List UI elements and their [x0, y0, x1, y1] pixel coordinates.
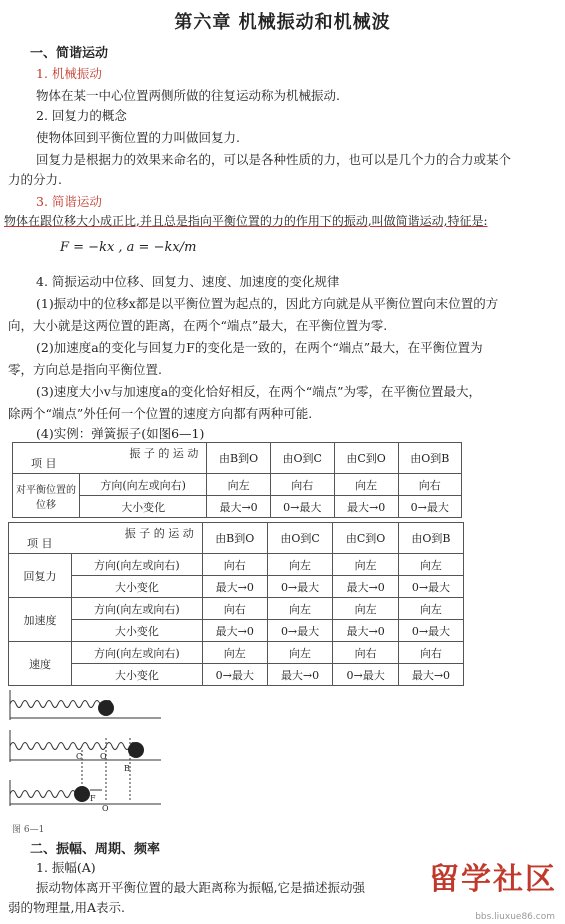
oscillator-ball	[98, 700, 114, 716]
label-f: F	[90, 794, 96, 803]
subheading-1: 1. 机械振动	[36, 66, 102, 81]
paragraph: 回复力是根据力的效果来命名的，可以是各种性质的力，也可以是几个力的合力或某个	[36, 152, 512, 167]
subheading-2: 2. 回复力的概念	[36, 108, 127, 123]
table-cell: 向左	[333, 598, 399, 620]
paragraph: 力的分力.	[8, 172, 62, 187]
table-row-label: 大小变化	[72, 576, 203, 598]
paragraph: 物体在跟位移大小成正比,并且总是指向平衡位置的力的作用下的振动,叫做简谐运动,特征是:	[4, 214, 488, 228]
table-cell: 向右	[270, 474, 334, 496]
table-group-label: 对平衡位置的位移	[13, 474, 80, 518]
table-cell: 0→最大	[267, 576, 333, 598]
table-cell: 向左	[334, 474, 398, 496]
table-cell: 向右	[398, 474, 461, 496]
figure-spring-oscillator	[6, 690, 166, 820]
watermark-url: bbs.liuxue86.com	[475, 912, 555, 922]
table-col-header: 由O到C	[270, 443, 334, 474]
spring-coil	[10, 743, 136, 750]
table-cell: 0→最大	[333, 664, 399, 686]
page-title: 第六章 机械振动和机械波	[174, 12, 391, 33]
table-corner-cell: 振 子 的 运 动 项 目	[9, 523, 203, 554]
table-cell: 向左	[267, 554, 333, 576]
spring-coil	[10, 791, 82, 798]
table-displacement	[12, 442, 462, 518]
paragraph: 使物体回到平衡位置的力叫做回复力.	[36, 130, 240, 145]
table-cell: 最大→0	[267, 664, 333, 686]
table-corner-cell: 振 子 的 运 动 项 目	[13, 443, 207, 474]
figure-caption: 图 6—1	[12, 825, 45, 835]
paragraph: 振动物体离开平衡位置的最大距离称为振幅,它是描述振动强	[36, 880, 365, 895]
table-cell: 向左	[267, 642, 333, 664]
paragraph: 向，大小就是这两位置的距离，在两个“端点”最大，在平衡位置为零.	[8, 318, 388, 333]
table-row-label: 方向(向左或向右)	[72, 642, 203, 664]
label-b: B	[124, 764, 130, 773]
watermark-logo: 留学社区	[429, 862, 557, 897]
paragraph: (2)加速度a的变化与回复力F的变化是一致的，在两个“端点”最大，在平衡位置为	[36, 340, 483, 355]
table-cell: 向左	[267, 598, 333, 620]
subheading: 1. 振幅(A)	[36, 860, 96, 875]
formula: F = −kx , a = −kx/m	[60, 240, 197, 255]
table-cell: 最大→0	[202, 620, 267, 642]
paragraph: (1)振动中的位移x都是以平衡位置为起点的，因此方向就是从平衡位置向末位置的方	[36, 296, 499, 311]
oscillator-ball	[128, 742, 144, 758]
label-c: C	[76, 752, 83, 761]
table-cell: 向右	[398, 642, 463, 664]
table-col-header: 由C到O	[333, 523, 399, 554]
table-col-header: 由B到O	[207, 443, 270, 474]
label-o: O	[100, 752, 107, 761]
table-group-label: 加速度	[9, 598, 72, 642]
table-col-header: 由O到B	[398, 523, 463, 554]
table-cell: 0→最大	[398, 496, 461, 518]
table-cell: 0→最大	[270, 496, 334, 518]
label-o: O	[102, 804, 109, 813]
table-cell: 向右	[202, 554, 267, 576]
table-cell: 向右	[202, 598, 267, 620]
table-row-label: 方向(向左或向右)	[72, 554, 203, 576]
table-col-header: 由O到B	[398, 443, 461, 474]
table-force-acceleration-velocity	[8, 522, 464, 686]
table-cell: 向左	[398, 554, 463, 576]
subheading-4: 4. 简振运动中位移、回复力、速度、加速度的变化规律	[36, 274, 340, 289]
spring-coil	[10, 701, 112, 708]
table-group-label: 速度	[9, 642, 72, 686]
table-group-label: 回复力	[9, 554, 72, 598]
table-row-label: 大小变化	[72, 664, 203, 686]
table-cell: 向左	[207, 474, 270, 496]
table-cell: 最大→0	[207, 496, 270, 518]
table-cell: 0→最大	[267, 620, 333, 642]
section-2-heading: 二、振幅、周期、频率	[30, 842, 161, 857]
table-cell: 向左	[202, 642, 267, 664]
table-cell: 最大→0	[333, 620, 399, 642]
table-col-header: 由C到O	[334, 443, 398, 474]
paragraph: (4)实例：弹簧振子(如图6—1)	[36, 426, 205, 441]
paragraph: 弱的物理量,用A表示.	[8, 900, 125, 915]
paragraph: 零，方向总是指向平衡位置.	[8, 362, 162, 377]
oscillator-ball	[74, 786, 90, 802]
table-col-header: 由O到C	[267, 523, 333, 554]
spring-diagram	[6, 690, 166, 818]
table-cell: 0→最大	[398, 576, 463, 598]
paragraph: 物体在某一中心位置两侧所做的往复运动称为机械振动.	[36, 88, 340, 103]
table-cell: 最大→0	[334, 496, 398, 518]
table-row-label: 方向(向左或向右)	[80, 474, 207, 496]
subheading-3: 3. 简谐运动	[36, 194, 102, 209]
paragraph: (3)速度大小v与加速度a的变化恰好相反，在两个“端点”为零，在平衡位置最大，	[36, 384, 482, 399]
table-row-label: 方向(向左或向右)	[72, 598, 203, 620]
section-1-heading: 一、简谐运动	[30, 46, 109, 61]
table-cell: 向右	[333, 642, 399, 664]
table-cell: 最大→0	[333, 576, 399, 598]
table-cell: 0→最大	[398, 620, 463, 642]
table-row-label: 大小变化	[72, 620, 203, 642]
table-col-header: 由B到O	[202, 523, 267, 554]
paragraph: 除两个“端点”外任何一个位置的速度方向都有两种可能.	[8, 406, 313, 421]
table-cell: 向左	[333, 554, 399, 576]
table-cell: 最大→0	[398, 664, 463, 686]
table-cell: 0→最大	[202, 664, 267, 686]
table-cell: 最大→0	[202, 576, 267, 598]
table-cell: 向左	[398, 598, 463, 620]
table-row-label: 大小变化	[80, 496, 207, 518]
